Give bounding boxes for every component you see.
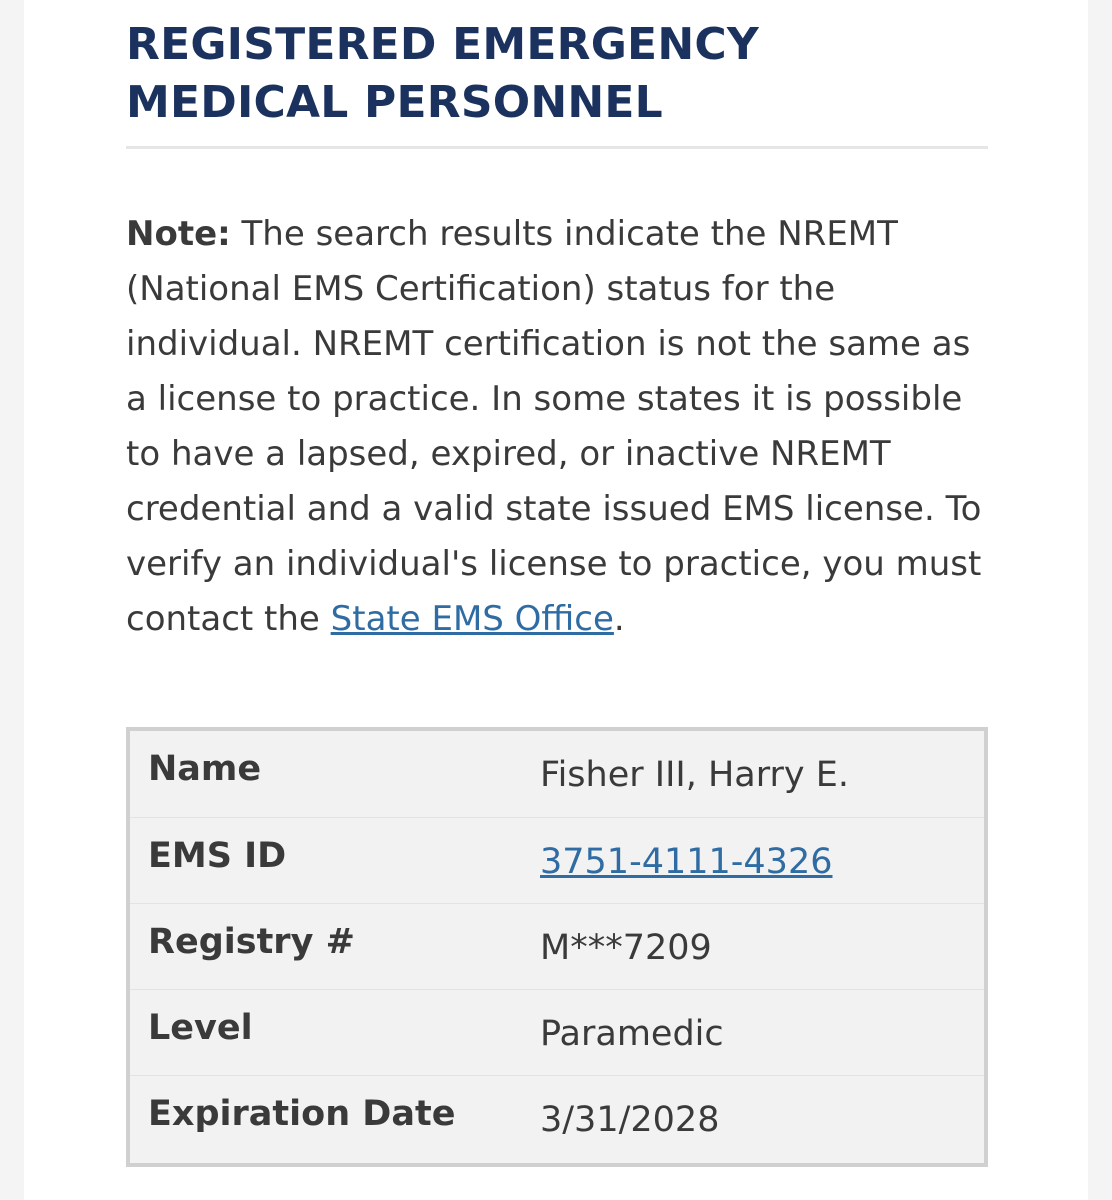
registry-label: Registry # bbox=[148, 922, 355, 962]
table-row-registry bbox=[130, 903, 984, 989]
left-margin-strip bbox=[0, 0, 24, 1200]
expiration-label: Expiration Date bbox=[148, 1094, 456, 1134]
ems-id-cell bbox=[540, 818, 984, 903]
ems-id-link[interactable]: 3751-4111-4326 bbox=[540, 842, 833, 882]
expiration-value: 3/31/2028 bbox=[540, 1100, 720, 1140]
page-title: REGISTERED EMERGENCY MEDICAL PERSONNEL bbox=[126, 19, 759, 128]
state-ems-office-link[interactable]: State EMS Office bbox=[330, 599, 614, 639]
table-row-name bbox=[130, 731, 984, 817]
name-value: Fisher III, Harry E. bbox=[540, 755, 850, 795]
title-divider bbox=[126, 146, 988, 149]
note-text: The search results indicate the NREMT (National EMS Certification) status for the individual. NREMT certification is not the same as a license to practice. In some states it is possible to have a lapsed, expired, or inactive NREMT credential and a valid state issued EMS license. To verify an individual's license to practice, you must contact the bbox=[126, 214, 982, 639]
registry-value: M***7209 bbox=[540, 928, 712, 968]
note-suffix: . bbox=[613, 599, 625, 639]
right-margin-strip bbox=[1088, 0, 1112, 1200]
note-paragraph bbox=[126, 207, 988, 647]
personnel-details-table bbox=[126, 727, 988, 1167]
table-row-ems-id bbox=[130, 817, 984, 903]
level-value: Paramedic bbox=[540, 1014, 724, 1054]
table-row-level bbox=[130, 989, 984, 1075]
ems-id-label: EMS ID bbox=[148, 836, 287, 876]
name-label: Name bbox=[148, 749, 262, 789]
level-label: Level bbox=[148, 1008, 253, 1048]
table-row-expiration bbox=[130, 1075, 984, 1161]
main-content bbox=[126, 0, 988, 681]
note-label: Note: bbox=[126, 214, 231, 254]
